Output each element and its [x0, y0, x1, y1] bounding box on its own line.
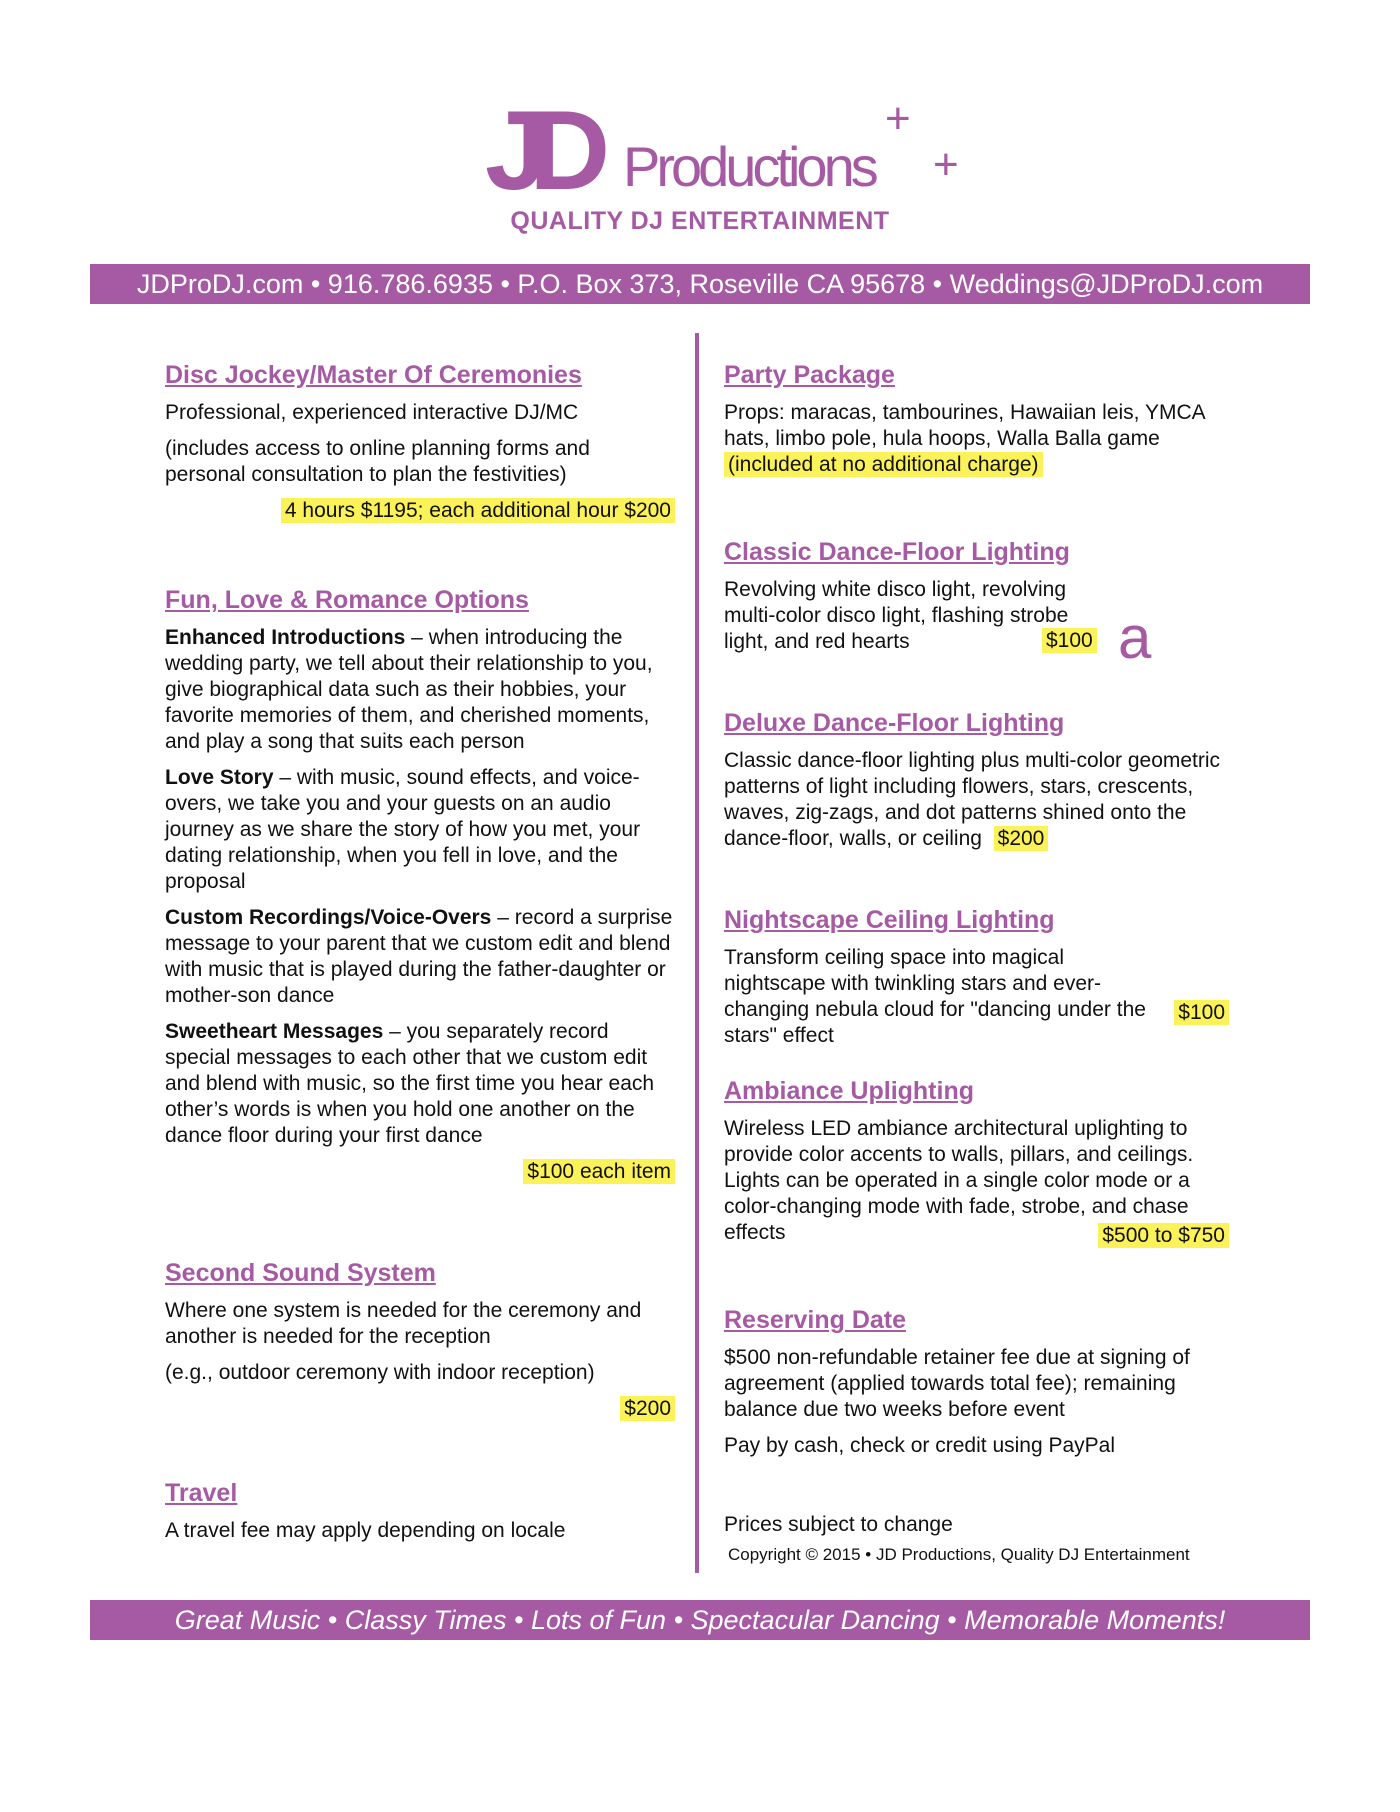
uplighting-section [724, 1076, 1229, 1256]
reserving-heading: Reserving Date [724, 1306, 907, 1334]
logo-plus-icon: + [933, 140, 959, 189]
sound-heading: Second Sound System [165, 1259, 436, 1287]
classic-section [724, 537, 1229, 665]
deluxe-text: Classic dance-floor lighting plus multi-color geometric patterns of light including flowers, stars, crescents, waves, zig-zags, and dot patterns shined onto the dance-floor, walls, or ceiling $200 [724, 749, 1221, 850]
logo-plus-icon: + [885, 94, 911, 143]
column-divider [695, 333, 699, 1573]
logo-productions: Productions [623, 135, 875, 198]
uplighting-heading: Ambiance Uplighting [724, 1077, 974, 1105]
dj-section [165, 360, 675, 534]
copyright: Copyright © 2015 • JD Productions, Quality DJ Entertainment [728, 1545, 1190, 1564]
tagline: QUALITY DJ ENTERTAINMENT [510, 207, 890, 235]
travel-heading: Travel [165, 1479, 238, 1507]
party-section [724, 360, 1229, 488]
deluxe-heading: Deluxe Dance-Floor Lighting [724, 709, 1065, 737]
classic-text: Revolving white disco light, revolving multi-color disco light, flashing strobe light, and red hearts [724, 578, 1069, 653]
party-heading: Party Package [724, 361, 895, 389]
logo-jd: JD [485, 88, 593, 213]
romance-item: Sweetheart Messages – you separately record special messages to each other that we custom edit and blend with music, so the first time you hear each other’s words is when you hold one another on the dance floor during your first dance [165, 1020, 655, 1147]
uplighting-price: $500 to $750 [1098, 1223, 1229, 1248]
sound-price: $200 [620, 1396, 675, 1421]
reserving-section [724, 1305, 1229, 1469]
notes-section [724, 1512, 1229, 1566]
romance-item: Custom Recordings/Voice-Overs – record a surprise message to your parent that we custom edit and blend with music that is played during the father-daughter or mother-son dance [165, 906, 673, 1007]
party-text: Props: maracas, tambourines, Hawaiian leis, YMCA hats, limbo pole, hula hoops, Walla Balla game(included at no additional charge) [724, 401, 1205, 476]
dj-heading: Disc Jockey/Master Of Ceremonies [165, 361, 582, 389]
prices-note: Prices subject to change [724, 1513, 953, 1536]
romance-section [165, 585, 675, 1195]
nightscape-text: Transform ceiling space into magical nightscape with twinkling stars and ever-changing nebula cloud for "dancing under the stars" effect [724, 946, 1146, 1047]
reserving-line2: Pay by cash, check or credit using PayPal [724, 1434, 1116, 1457]
nightscape-price: $100 [1174, 1000, 1229, 1025]
sound-section [165, 1258, 675, 1432]
romance-price: $100 each item [523, 1159, 675, 1184]
deluxe-price: $200 [994, 826, 1049, 851]
sound-line2: (e.g., outdoor ceremony with indoor reception) [165, 1361, 595, 1384]
footer-bar: Great Music • Classy Times • Lots of Fun • Spectacular Dancing • Memorable Moments! [90, 1600, 1310, 1640]
romance-item: Love Story – with music, sound effects, and voice-overs, we take you and your guests on an audio journey as we share the story of how you met, your dating relationship, when you fell in love, and the proposal [165, 766, 641, 893]
stray-letter: a [1118, 604, 1152, 671]
dj-line1: Professional, experienced interactive DJ/MC [165, 401, 579, 424]
travel-section [165, 1478, 675, 1554]
travel-line1: A travel fee may apply depending on locale [165, 1519, 566, 1542]
deluxe-section [724, 708, 1229, 862]
dj-line2: (includes access to online planning forms and personal consultation to plan the festivities) [165, 437, 590, 486]
romance-heading: Fun, Love & Romance Options [165, 586, 529, 614]
romance-item: Enhanced Introductions – when introducing the wedding party, we tell about their relationship to you, give biographical data such as their hobbies, your favorite memories of them, and cherished moments, and play a song that suits each person [165, 626, 653, 753]
uplighting-text: Wireless LED ambiance architectural uplighting to provide color accents to walls, pillars, and ceilings. Lights can be operated in a single color mode or a color-changing mode with fade, strobe, and chase effects [724, 1117, 1194, 1244]
classic-heading: Classic Dance-Floor Lighting [724, 538, 1070, 566]
classic-price: $100 [1042, 628, 1097, 653]
reserving-line1: $500 non-refundable retainer fee due at signing of agreement (applied towards total fee); remaining balance due two weeks before event [724, 1346, 1190, 1421]
dj-price: 4 hours $1195; each additional hour $200 [281, 498, 675, 523]
contact-bar: JDProDJ.com • 916.786.6935 • P.O. Box 373, Roseville CA 95678 • Weddings@JDProDJ.com [90, 264, 1310, 304]
sound-line1: Where one system is needed for the ceremony and another is needed for the reception [165, 1299, 642, 1348]
nightscape-heading: Nightscape Ceiling Lighting [724, 906, 1055, 934]
nightscape-section [724, 905, 1229, 1059]
party-price: (included at no additional charge) [724, 452, 1043, 477]
